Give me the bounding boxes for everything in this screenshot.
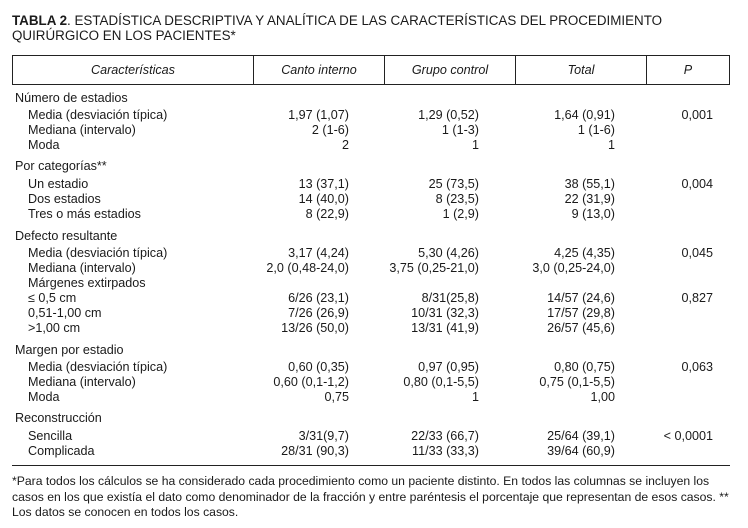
row-label: Tres o más estadios	[28, 207, 141, 221]
table-row	[0, 390, 748, 405]
row-label: Defecto resultante	[15, 229, 118, 243]
cell-total: 4,25 (4,35)	[554, 246, 615, 260]
row-label: Mediana (intervalo)	[28, 261, 136, 275]
table-row	[0, 207, 748, 222]
cell-grupo-control: 0,80 (0,1-5,5)	[403, 375, 479, 389]
cell-total: 14/57 (24,6)	[547, 291, 615, 305]
row-label: Media (desviación típica)	[28, 108, 168, 122]
cell-total: 1	[607, 138, 615, 152]
cell-total: 1,64 (0,91)	[554, 108, 615, 122]
cell-grupo-control: 10/31 (32,3)	[411, 306, 479, 320]
cell-total: 38 (55,1)	[564, 177, 615, 191]
cell-p: 0,063	[681, 360, 713, 374]
row-label: Media (desviación típica)	[28, 246, 168, 260]
header-grupo-control: Grupo control	[411, 63, 489, 77]
cell-grupo-control: 1	[471, 390, 479, 404]
table-row	[0, 444, 748, 459]
table-section-row	[0, 159, 748, 174]
row-label: Moda	[28, 138, 60, 152]
cell-total: 0,75 (0,1-5,5)	[539, 375, 615, 389]
table-row	[0, 306, 748, 321]
table-section-row	[0, 91, 748, 106]
table-row	[0, 138, 748, 153]
cell-grupo-control: 3,75 (0,25-21,0)	[389, 261, 479, 275]
row-label: Reconstrucción	[15, 411, 102, 425]
table-row	[0, 429, 748, 444]
cell-grupo-control: 25 (73,5)	[428, 177, 479, 191]
cell-total: 1,00	[590, 390, 615, 404]
cell-canto-interno: 2 (1-6)	[311, 123, 349, 137]
cell-canto-interno: 6/26 (23,1)	[288, 291, 349, 305]
cell-grupo-control: 11/33 (33,3)	[412, 444, 479, 458]
row-label: Número de estadios	[15, 91, 128, 105]
table-header	[12, 55, 730, 85]
row-label: 0,51-1,00 cm	[28, 306, 102, 320]
cell-canto-interno: 0,60 (0,35)	[288, 360, 349, 374]
cell-p: 0,045	[681, 246, 713, 260]
row-label: Moda	[28, 390, 60, 404]
cell-grupo-control: 1,29 (0,52)	[418, 108, 479, 122]
cell-p: < 0,0001	[663, 429, 713, 443]
cell-canto-interno: 7/26 (26,9)	[288, 306, 349, 320]
row-label: Un estadio	[28, 177, 89, 191]
cell-canto-interno: 28/31 (90,3)	[281, 444, 349, 458]
header-p: P	[683, 63, 693, 77]
cell-grupo-control: 5,30 (4,26)	[418, 246, 479, 260]
cell-p: 0,827	[681, 291, 713, 305]
table-section-row	[0, 343, 748, 358]
cell-grupo-control: 22/33 (66,7)	[411, 429, 479, 443]
row-label: Media (desviación típica)	[28, 360, 168, 374]
cell-total: 26/57 (45,6)	[547, 321, 615, 335]
row-label: Por categorías**	[15, 159, 107, 173]
cell-grupo-control: 13/31 (41,9)	[411, 321, 479, 335]
cell-total: 17/57 (29,8)	[547, 306, 615, 320]
cell-total: 39/64 (60,9)	[547, 444, 615, 458]
cell-grupo-control: 1 (1-3)	[441, 123, 479, 137]
row-label: Mediana (intervalo)	[28, 375, 136, 389]
row-label: Márgenes extirpados	[28, 276, 146, 290]
header-canto-interno: Canto interno	[281, 63, 357, 77]
table-row	[0, 375, 748, 390]
cell-canto-interno: 3/31(9,7)	[298, 429, 349, 443]
row-label: Sencilla	[28, 429, 73, 443]
cell-canto-interno: 0,75	[324, 390, 349, 404]
cell-grupo-control: 8/31(25,8)	[421, 291, 479, 305]
cell-total: 25/64 (39,1)	[547, 429, 615, 443]
cell-total: 3,0 (0,25-24,0)	[532, 261, 615, 275]
cell-canto-interno: 14 (40,0)	[298, 192, 349, 206]
cell-grupo-control: 0,97 (0,95)	[418, 360, 479, 374]
table-row	[0, 321, 748, 336]
row-label: Margen por estadio	[15, 343, 124, 357]
table-title-text: . ESTADÍSTICA DESCRIPTIVA Y ANALÍTICA DE LAS CARACTERÍSTICAS DEL PROCEDIMIENTO QUIRÚRGICO EN LOS PACIENTES*	[12, 13, 663, 43]
row-label: Mediana (intervalo)	[28, 123, 136, 137]
cell-total: 1 (1-6)	[577, 123, 615, 137]
cell-p: 0,004	[681, 177, 713, 191]
header-caracteristicas: Características	[91, 63, 175, 77]
row-label: Dos estadios	[28, 192, 101, 206]
table-row	[0, 276, 748, 291]
cell-canto-interno: 8 (22,9)	[305, 207, 349, 221]
cell-canto-interno: 13 (37,1)	[298, 177, 349, 191]
table-row	[0, 108, 748, 123]
header-total: Total	[567, 63, 595, 77]
cell-canto-interno: 2,0 (0,48-24,0)	[266, 261, 349, 275]
cell-canto-interno: 3,17 (4,24)	[288, 246, 349, 260]
row-label: >1,00 cm	[28, 321, 81, 335]
cell-grupo-control: 1 (2,9)	[442, 207, 479, 221]
table-footnote: *Para todos los cálculos se ha considerado cada procedimiento como un paciente distinto. En todos las columnas se incluyen los casos en los que existía el dato como denominador de la fracción y entre paréntesis el porcentaje que representan de esos casos. ** Los datos se conocen en todos los casos.	[12, 474, 729, 519]
table-label: TABLA 2	[12, 13, 68, 28]
cell-canto-interno: 2	[341, 138, 349, 152]
cell-canto-interno: 0,60 (0,1-1,2)	[273, 375, 349, 389]
table-title	[12, 13, 740, 43]
cell-grupo-control: 1	[471, 138, 479, 152]
table-row	[0, 123, 748, 138]
table-bottom-rule	[12, 465, 730, 466]
table-row	[0, 291, 748, 306]
cell-total: 0,80 (0,75)	[554, 360, 615, 374]
table-section-row	[0, 411, 748, 426]
cell-p: 0,001	[681, 108, 713, 122]
table-row	[0, 261, 748, 276]
row-label: ≤ 0,5 cm	[28, 291, 77, 305]
table-row	[0, 246, 748, 261]
table-row	[0, 177, 748, 192]
table-row	[0, 192, 748, 207]
table-row	[0, 360, 748, 375]
cell-canto-interno: 1,97 (1,07)	[288, 108, 349, 122]
cell-canto-interno: 13/26 (50,0)	[281, 321, 349, 335]
cell-total: 22 (31,9)	[564, 192, 615, 206]
table-section-row	[0, 229, 748, 244]
cell-total: 9 (13,0)	[571, 207, 615, 221]
row-label: Complicada	[28, 444, 95, 458]
cell-grupo-control: 8 (23,5)	[435, 192, 479, 206]
